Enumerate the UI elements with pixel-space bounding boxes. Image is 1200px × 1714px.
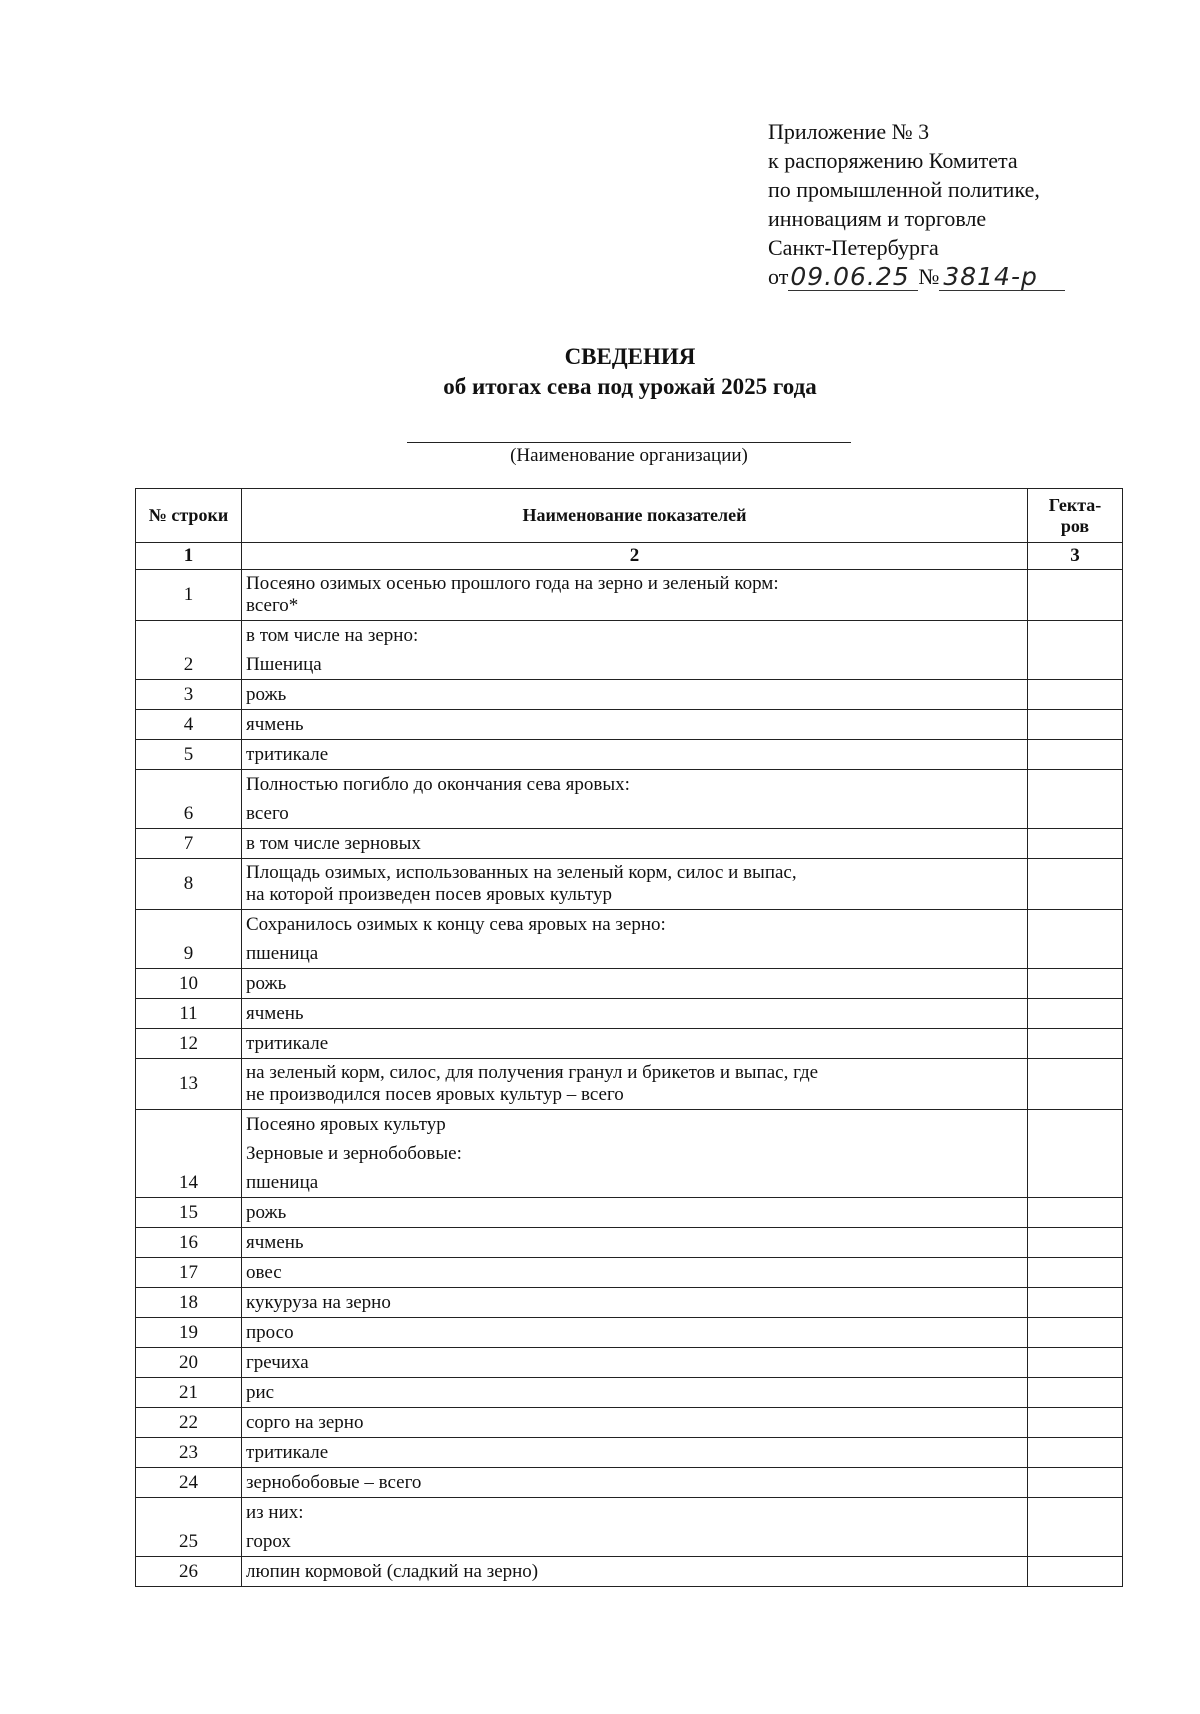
indicator-text: всего [246, 803, 289, 824]
indicator-name-cell [242, 621, 1028, 680]
indicator-text: Посеяно яровых культур [246, 1114, 446, 1135]
indicator-name-cell [242, 859, 1028, 910]
indicator-text: Сохранилось озимых к концу сева яровых на зерно: [246, 914, 666, 935]
title-main: СВЕДЕНИЯ [564, 344, 696, 369]
header-line-no: № строки [136, 489, 242, 543]
indicator-name-cell [242, 570, 1028, 621]
table-row [136, 969, 1123, 999]
indicator-text: Полностью погибло до окончания сева яровых: [246, 774, 630, 795]
hectares-value-cell[interactable] [1028, 910, 1123, 969]
indicator-text: из них: [246, 1502, 304, 1523]
header-hectares [1028, 489, 1123, 543]
row-number: 18 [136, 1288, 242, 1318]
row-number: 5 [136, 740, 242, 770]
row-number: 9 [136, 910, 242, 969]
row-number: 20 [136, 1348, 242, 1378]
appendix-block [768, 117, 1065, 291]
hectares-value-cell[interactable] [1028, 1438, 1123, 1468]
row-number: 3 [136, 680, 242, 710]
hectares-value-cell[interactable] [1028, 1557, 1123, 1587]
indicator-name-cell [242, 710, 1028, 740]
indicator-name-cell [242, 770, 1028, 829]
appendix-line: к распоряжению Комитета [768, 148, 1018, 173]
indicator-text: рожь [246, 973, 287, 994]
indicator-name-cell [242, 829, 1028, 859]
hectares-value-cell[interactable] [1028, 829, 1123, 859]
row-number: 13 [136, 1059, 242, 1110]
indicator-text: сорго на зерно [246, 1412, 364, 1433]
row-number: 1 [136, 570, 242, 621]
table-row [136, 1378, 1123, 1408]
row-number: 10 [136, 969, 242, 999]
handwritten-number: 3814-р [939, 264, 1065, 291]
hectares-value-cell[interactable] [1028, 1059, 1123, 1110]
indicator-text: в том числе на зерно: [246, 625, 419, 646]
indicator-name-cell [242, 1378, 1028, 1408]
hectares-value-cell[interactable] [1028, 1468, 1123, 1498]
indicator-text: пшеница [246, 943, 319, 964]
table-row [136, 829, 1123, 859]
document-title [0, 342, 1200, 402]
indicator-text: Зерновые и зернобобовые: [246, 1143, 462, 1164]
table-row [136, 1348, 1123, 1378]
indicator-text: зернобобовые – всего [246, 1472, 422, 1493]
indicator-name-cell [242, 1557, 1028, 1587]
indicator-text: не производился посев яровых культур – всего [246, 1084, 624, 1105]
row-number: 12 [136, 1029, 242, 1059]
indicator-name-cell [242, 1438, 1028, 1468]
row-number: 22 [136, 1408, 242, 1438]
hectares-value-cell[interactable] [1028, 1408, 1123, 1438]
header-indicator-name: Наименование показателей [242, 489, 1028, 543]
table-row [136, 1110, 1123, 1198]
hectares-value-cell[interactable] [1028, 1378, 1123, 1408]
row-number: 4 [136, 710, 242, 740]
indicator-text: рис [246, 1382, 275, 1403]
row-number: 23 [136, 1438, 242, 1468]
table-row [136, 859, 1123, 910]
indicator-text: пшеница [246, 1172, 319, 1193]
row-number: 17 [136, 1258, 242, 1288]
title-sub: об итогах сева под урожай 2025 года [443, 374, 817, 399]
indicator-text: тритикале [246, 1033, 329, 1054]
table-row [136, 621, 1123, 680]
hectares-value-cell[interactable] [1028, 1110, 1123, 1198]
indicator-name-cell [242, 1228, 1028, 1258]
indicator-name-cell [242, 1198, 1028, 1228]
hectares-value-cell[interactable] [1028, 740, 1123, 770]
indicator-text: рожь [246, 684, 287, 705]
row-number: 21 [136, 1378, 242, 1408]
row-number: 16 [136, 1228, 242, 1258]
table-row [136, 1468, 1123, 1498]
indicator-text: тритикале [246, 1442, 329, 1463]
indicator-name-cell [242, 1029, 1028, 1059]
hectares-value-cell[interactable] [1028, 1288, 1123, 1318]
column-number: 2 [242, 543, 1028, 570]
table-row [136, 1408, 1123, 1438]
indicator-name-cell [242, 1468, 1028, 1498]
table-row [136, 1059, 1123, 1110]
indicator-text: гречиха [246, 1352, 309, 1373]
hectares-value-cell[interactable] [1028, 1029, 1123, 1059]
table-row [136, 1228, 1123, 1258]
row-number: 24 [136, 1468, 242, 1498]
row-number: 7 [136, 829, 242, 859]
indicator-name-cell [242, 1498, 1028, 1557]
indicator-text: рожь [246, 1202, 287, 1223]
indicator-name-cell [242, 680, 1028, 710]
row-number: 19 [136, 1318, 242, 1348]
column-number: 1 [136, 543, 242, 570]
number-prefix: № [918, 264, 940, 289]
indicator-name-cell [242, 1408, 1028, 1438]
indicator-text: на которой произведен посев яровых культур [246, 884, 613, 905]
date-prefix: от [768, 264, 789, 289]
column-numbers-row [136, 543, 1123, 570]
indicator-name-cell [242, 999, 1028, 1029]
row-number: 14 [136, 1110, 242, 1198]
table-row [136, 1438, 1123, 1468]
indicator-name-cell [242, 1110, 1028, 1198]
indicator-name-cell [242, 1059, 1028, 1110]
indicator-text: ячмень [246, 714, 304, 735]
appendix-line: Санкт-Петербурга [768, 235, 939, 260]
indicator-name-cell [242, 1258, 1028, 1288]
table-row [136, 999, 1123, 1029]
hectares-value-cell[interactable] [1028, 770, 1123, 829]
indicator-text: ячмень [246, 1003, 304, 1024]
hectares-value-cell[interactable] [1028, 1318, 1123, 1348]
appendix-line: по промышленной политике, [768, 177, 1040, 202]
handwritten-date: 09.06.25 [788, 264, 918, 291]
hectares-value-cell[interactable] [1028, 680, 1123, 710]
indicator-text: овес [246, 1262, 282, 1283]
indicators-table [135, 488, 1123, 1587]
indicator-text: Пшеница [246, 654, 322, 675]
organization-caption: (Наименование организации) [510, 445, 748, 466]
indicator-text: люпин кормовой (сладкий на зерно) [246, 1561, 539, 1582]
indicator-text: на зеленый корм, силос, для получения гранул и брикетов и выпас, где [246, 1062, 819, 1083]
indicator-name-cell [242, 910, 1028, 969]
hectares-value-cell[interactable] [1028, 1228, 1123, 1258]
table-row [136, 680, 1123, 710]
table-row [136, 1258, 1123, 1288]
table-row [136, 1288, 1123, 1318]
row-number: 15 [136, 1198, 242, 1228]
indicator-name-cell [242, 740, 1028, 770]
table-row [136, 770, 1123, 829]
row-number: 25 [136, 1498, 242, 1557]
table-row [136, 1029, 1123, 1059]
hectares-value-cell[interactable] [1028, 1348, 1123, 1378]
indicator-text: Площадь озимых, использованных на зеленый корм, силос и выпас, [246, 862, 797, 883]
indicator-name-cell [242, 1318, 1028, 1348]
indicator-name-cell [242, 1288, 1028, 1318]
indicator-text: тритикале [246, 744, 329, 765]
row-number: 6 [136, 770, 242, 829]
hectares-value-cell[interactable] [1028, 1198, 1123, 1228]
header-hectares-line2: ров [1060, 515, 1090, 536]
indicator-text: Посеяно озимых осенью прошлого года на зерно и зеленый корм: [246, 573, 779, 594]
table-row [136, 740, 1123, 770]
hectares-value-cell[interactable] [1028, 1498, 1123, 1557]
indicator-text: горох [246, 1531, 291, 1552]
table-row [136, 710, 1123, 740]
row-number: 8 [136, 859, 242, 910]
row-number: 11 [136, 999, 242, 1029]
indicator-text: всего* [246, 595, 299, 616]
indicator-text: кукуруза на зерно [246, 1292, 391, 1313]
appendix-date-number [768, 262, 1065, 291]
indicator-text: ячмень [246, 1232, 304, 1253]
row-number: 2 [136, 621, 242, 680]
hectares-value-cell[interactable] [1028, 621, 1123, 680]
table-row [136, 1318, 1123, 1348]
row-number: 26 [136, 1557, 242, 1587]
hectares-value-cell[interactable] [1028, 1258, 1123, 1288]
table-row [136, 1557, 1123, 1587]
indicator-text: в том числе зерновых [246, 833, 421, 854]
hectares-value-cell[interactable] [1028, 969, 1123, 999]
header-hectares-line1: Гекта- [1048, 494, 1102, 515]
table-row [136, 570, 1123, 621]
appendix-line: инновациям и торговле [768, 206, 987, 231]
indicator-name-cell [242, 1348, 1028, 1378]
hectares-value-cell[interactable] [1028, 570, 1123, 621]
hectares-value-cell[interactable] [1028, 710, 1123, 740]
indicator-text: просо [246, 1322, 294, 1343]
organization-blank-line [407, 442, 851, 443]
table-row [136, 910, 1123, 969]
column-number: 3 [1028, 543, 1123, 570]
table-header-row [136, 489, 1123, 543]
hectares-value-cell[interactable] [1028, 999, 1123, 1029]
appendix-line: Приложение № 3 [768, 119, 930, 144]
organization-field [407, 442, 851, 467]
indicator-name-cell [242, 969, 1028, 999]
table-row [136, 1198, 1123, 1228]
table-row [136, 1498, 1123, 1557]
hectares-value-cell[interactable] [1028, 859, 1123, 910]
